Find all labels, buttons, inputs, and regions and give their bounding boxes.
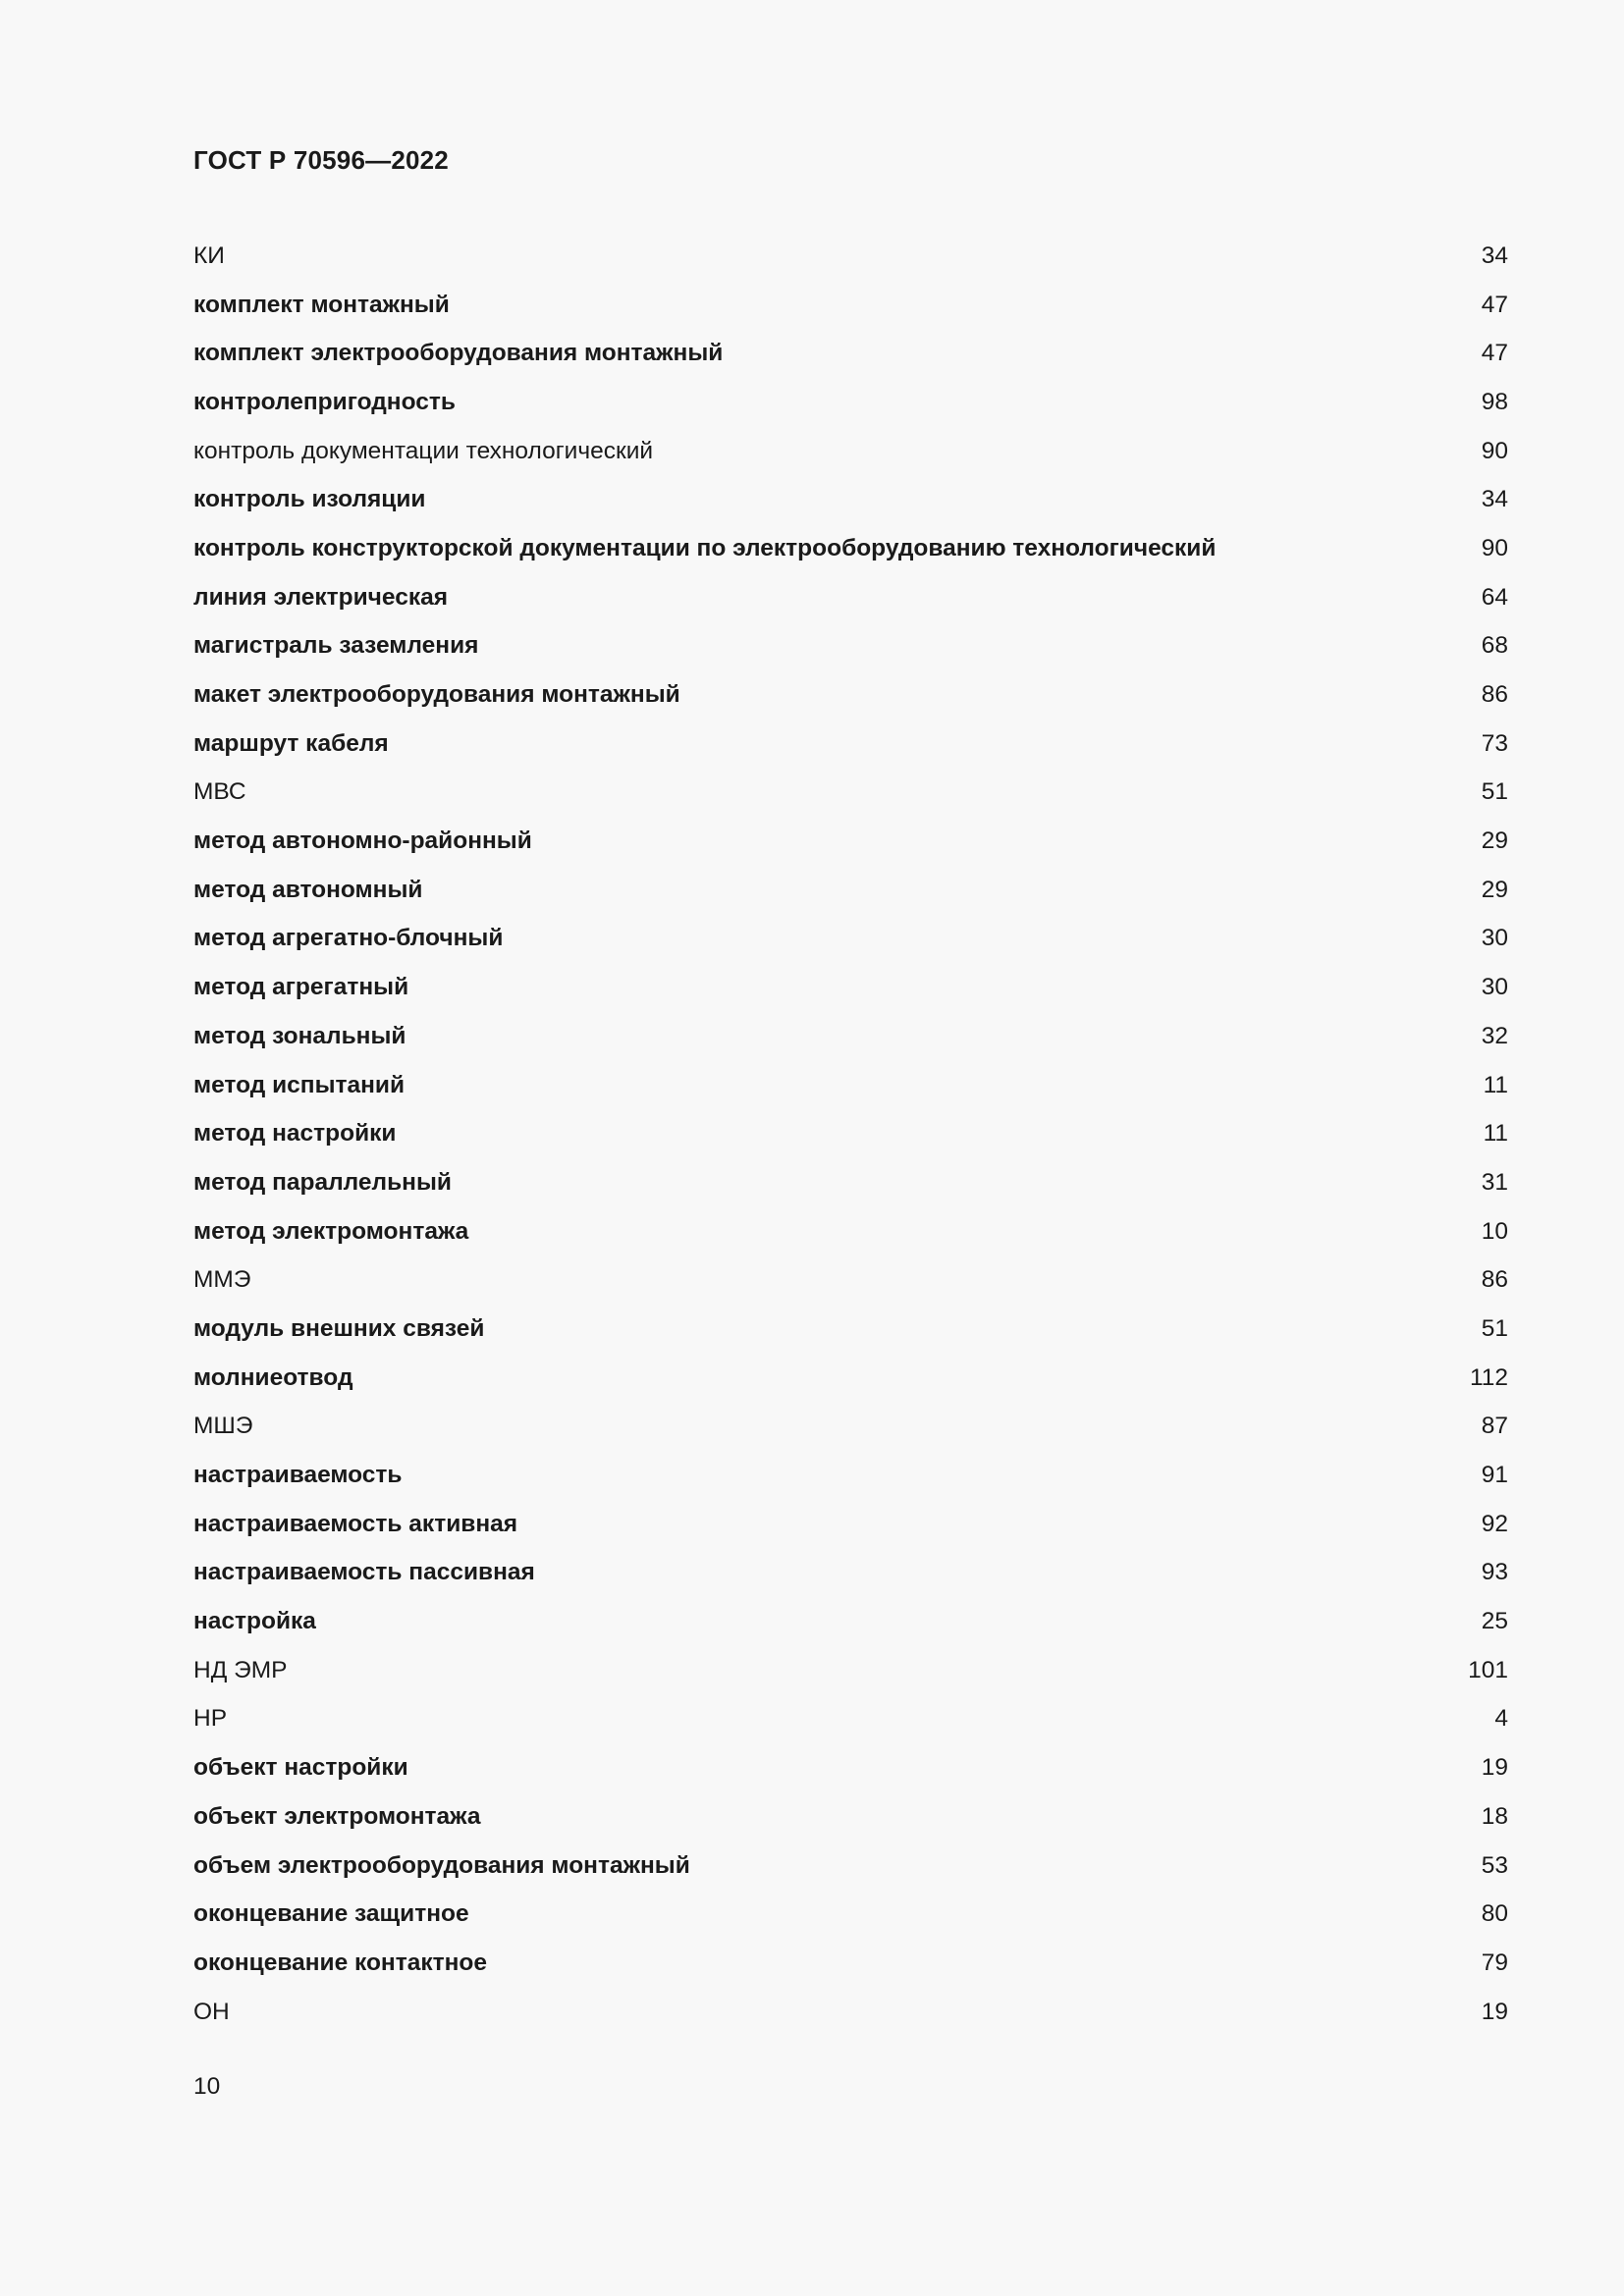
index-page-ref: 90 — [1481, 437, 1508, 464]
index-page-ref: 91 — [1481, 1462, 1508, 1489]
index-term: контроль документации технологический — [193, 437, 654, 464]
index-term: объект настройки — [193, 1754, 408, 1782]
index-page-ref: 29 — [1481, 828, 1508, 855]
index-term: контролепригодность — [193, 388, 456, 415]
index-term: оконцевание защитное — [193, 1900, 469, 1928]
index-term: КИ — [193, 241, 225, 269]
index-entry — [193, 281, 1508, 330]
index-entry — [193, 524, 1508, 573]
index-page-ref: 18 — [1481, 1802, 1508, 1830]
index-page-ref: 51 — [1481, 778, 1508, 806]
index-page-ref: 19 — [1481, 1998, 1508, 2025]
index-term: комплект электрооборудования монтажный — [193, 340, 724, 367]
index-term: линия электрическая — [193, 583, 448, 611]
index-entry — [193, 1305, 1508, 1354]
index-term: объект электромонтажа — [193, 1802, 481, 1830]
index-entry — [193, 1597, 1508, 1646]
index-page-ref: 86 — [1481, 1266, 1508, 1294]
index-entry — [193, 573, 1508, 622]
index-entry — [193, 1646, 1508, 1695]
index-entry — [193, 1012, 1508, 1061]
index-term: настройка — [193, 1608, 316, 1635]
index-entry — [193, 1695, 1508, 1744]
index-page-ref: 93 — [1481, 1559, 1508, 1586]
index-term: метод агрегатно-блочный — [193, 925, 504, 952]
index-page-ref: 68 — [1481, 632, 1508, 660]
index-entry — [193, 1549, 1508, 1598]
index-page-ref: 90 — [1481, 534, 1508, 561]
index-page-ref: 86 — [1481, 681, 1508, 709]
index-entry — [193, 1988, 1508, 2037]
index-entry — [193, 720, 1508, 769]
index-page-ref: 112 — [1469, 1363, 1508, 1391]
index-page-ref: 10 — [1481, 1217, 1508, 1245]
index-page-ref: 98 — [1481, 388, 1508, 415]
index-page-ref: 29 — [1481, 876, 1508, 903]
index-term: НД ЭМР — [193, 1656, 288, 1683]
index-entry — [193, 670, 1508, 720]
index-entry — [193, 963, 1508, 1012]
index-term: метод автономно-районный — [193, 828, 532, 855]
index-entry — [193, 622, 1508, 671]
index-term: метод автономный — [193, 876, 423, 903]
index-page-ref: 47 — [1481, 340, 1508, 367]
index-page-ref: 64 — [1481, 583, 1508, 611]
index-term: молниеотвод — [193, 1363, 353, 1391]
index-term: контроль конструкторской документации по электрооборудованию технологический — [193, 534, 1217, 561]
index-page-ref: 11 — [1483, 1120, 1508, 1148]
index-term: настраиваемость пассивная — [193, 1559, 535, 1586]
index-entry — [193, 378, 1508, 427]
index-page-ref: 31 — [1481, 1168, 1508, 1196]
index-entry — [193, 915, 1508, 964]
index-term: метод зональный — [193, 1022, 406, 1049]
index-entry — [193, 1792, 1508, 1842]
index-term: метод настройки — [193, 1120, 397, 1148]
index-entry — [193, 1403, 1508, 1452]
index-page-ref: 101 — [1468, 1656, 1508, 1683]
index-entry — [193, 1842, 1508, 1891]
index-term: объем электрооборудования монтажный — [193, 1851, 690, 1879]
index-page-ref: 4 — [1494, 1705, 1508, 1733]
index-term: НР — [193, 1705, 228, 1733]
index-entry — [193, 1890, 1508, 1939]
index-term: комплект монтажный — [193, 291, 450, 318]
index-entry — [193, 329, 1508, 378]
index-entry — [193, 1158, 1508, 1207]
index-term: МВС — [193, 778, 246, 806]
index-entry — [193, 475, 1508, 524]
index-term: модуль внешних связей — [193, 1314, 485, 1342]
index-term: контроль изоляции — [193, 486, 426, 513]
index-page-ref: 79 — [1481, 1949, 1508, 1976]
index-term: метод электромонтажа — [193, 1217, 469, 1245]
index-entry — [193, 1255, 1508, 1305]
index-term: макет электрооборудования монтажный — [193, 681, 680, 709]
index-page-ref: 11 — [1483, 1071, 1508, 1098]
index-entry — [193, 1207, 1508, 1256]
index-page-ref: 87 — [1481, 1413, 1508, 1440]
index-term: маршрут кабеля — [193, 729, 389, 757]
index-page-ref: 53 — [1481, 1851, 1508, 1879]
index-entry — [193, 1451, 1508, 1500]
index-page-ref: 80 — [1481, 1900, 1508, 1928]
index-term: метод параллельный — [193, 1168, 452, 1196]
index-entry — [193, 427, 1508, 476]
index-term: магистраль заземления — [193, 632, 479, 660]
index-entry — [193, 866, 1508, 915]
index-entry — [193, 817, 1508, 866]
index-entry — [193, 232, 1508, 281]
index-term: настраиваемость активная — [193, 1510, 518, 1537]
document-title: ГОСТ Р 70596—2022 — [193, 145, 449, 175]
index-entry — [193, 1500, 1508, 1549]
index-term: метод испытаний — [193, 1071, 406, 1098]
index-entry — [193, 769, 1508, 818]
index-page-ref: 73 — [1481, 729, 1508, 757]
index-page-ref: 34 — [1481, 241, 1508, 269]
index-term: ММЭ — [193, 1266, 251, 1294]
index-page-ref: 47 — [1481, 291, 1508, 318]
page-number: 10 — [193, 2073, 221, 2100]
index-term: метод агрегатный — [193, 974, 409, 1001]
index-page-ref: 51 — [1481, 1314, 1508, 1342]
index-page-ref: 32 — [1481, 1022, 1508, 1049]
alphabetical-index — [193, 232, 1508, 2036]
index-page-ref: 92 — [1481, 1510, 1508, 1537]
index-entry — [193, 1061, 1508, 1110]
index-page-ref: 25 — [1481, 1608, 1508, 1635]
index-term: оконцевание контактное — [193, 1949, 487, 1976]
index-page-ref: 30 — [1481, 974, 1508, 1001]
index-entry — [193, 1354, 1508, 1403]
index-term: настраиваемость — [193, 1462, 403, 1489]
index-term: МШЭ — [193, 1413, 253, 1440]
index-entry — [193, 1939, 1508, 1988]
index-page-ref: 30 — [1481, 925, 1508, 952]
index-page-ref: 19 — [1481, 1754, 1508, 1782]
index-term: ОН — [193, 1998, 230, 2025]
index-page-ref: 34 — [1481, 486, 1508, 513]
index-entry — [193, 1109, 1508, 1158]
index-entry — [193, 1743, 1508, 1792]
